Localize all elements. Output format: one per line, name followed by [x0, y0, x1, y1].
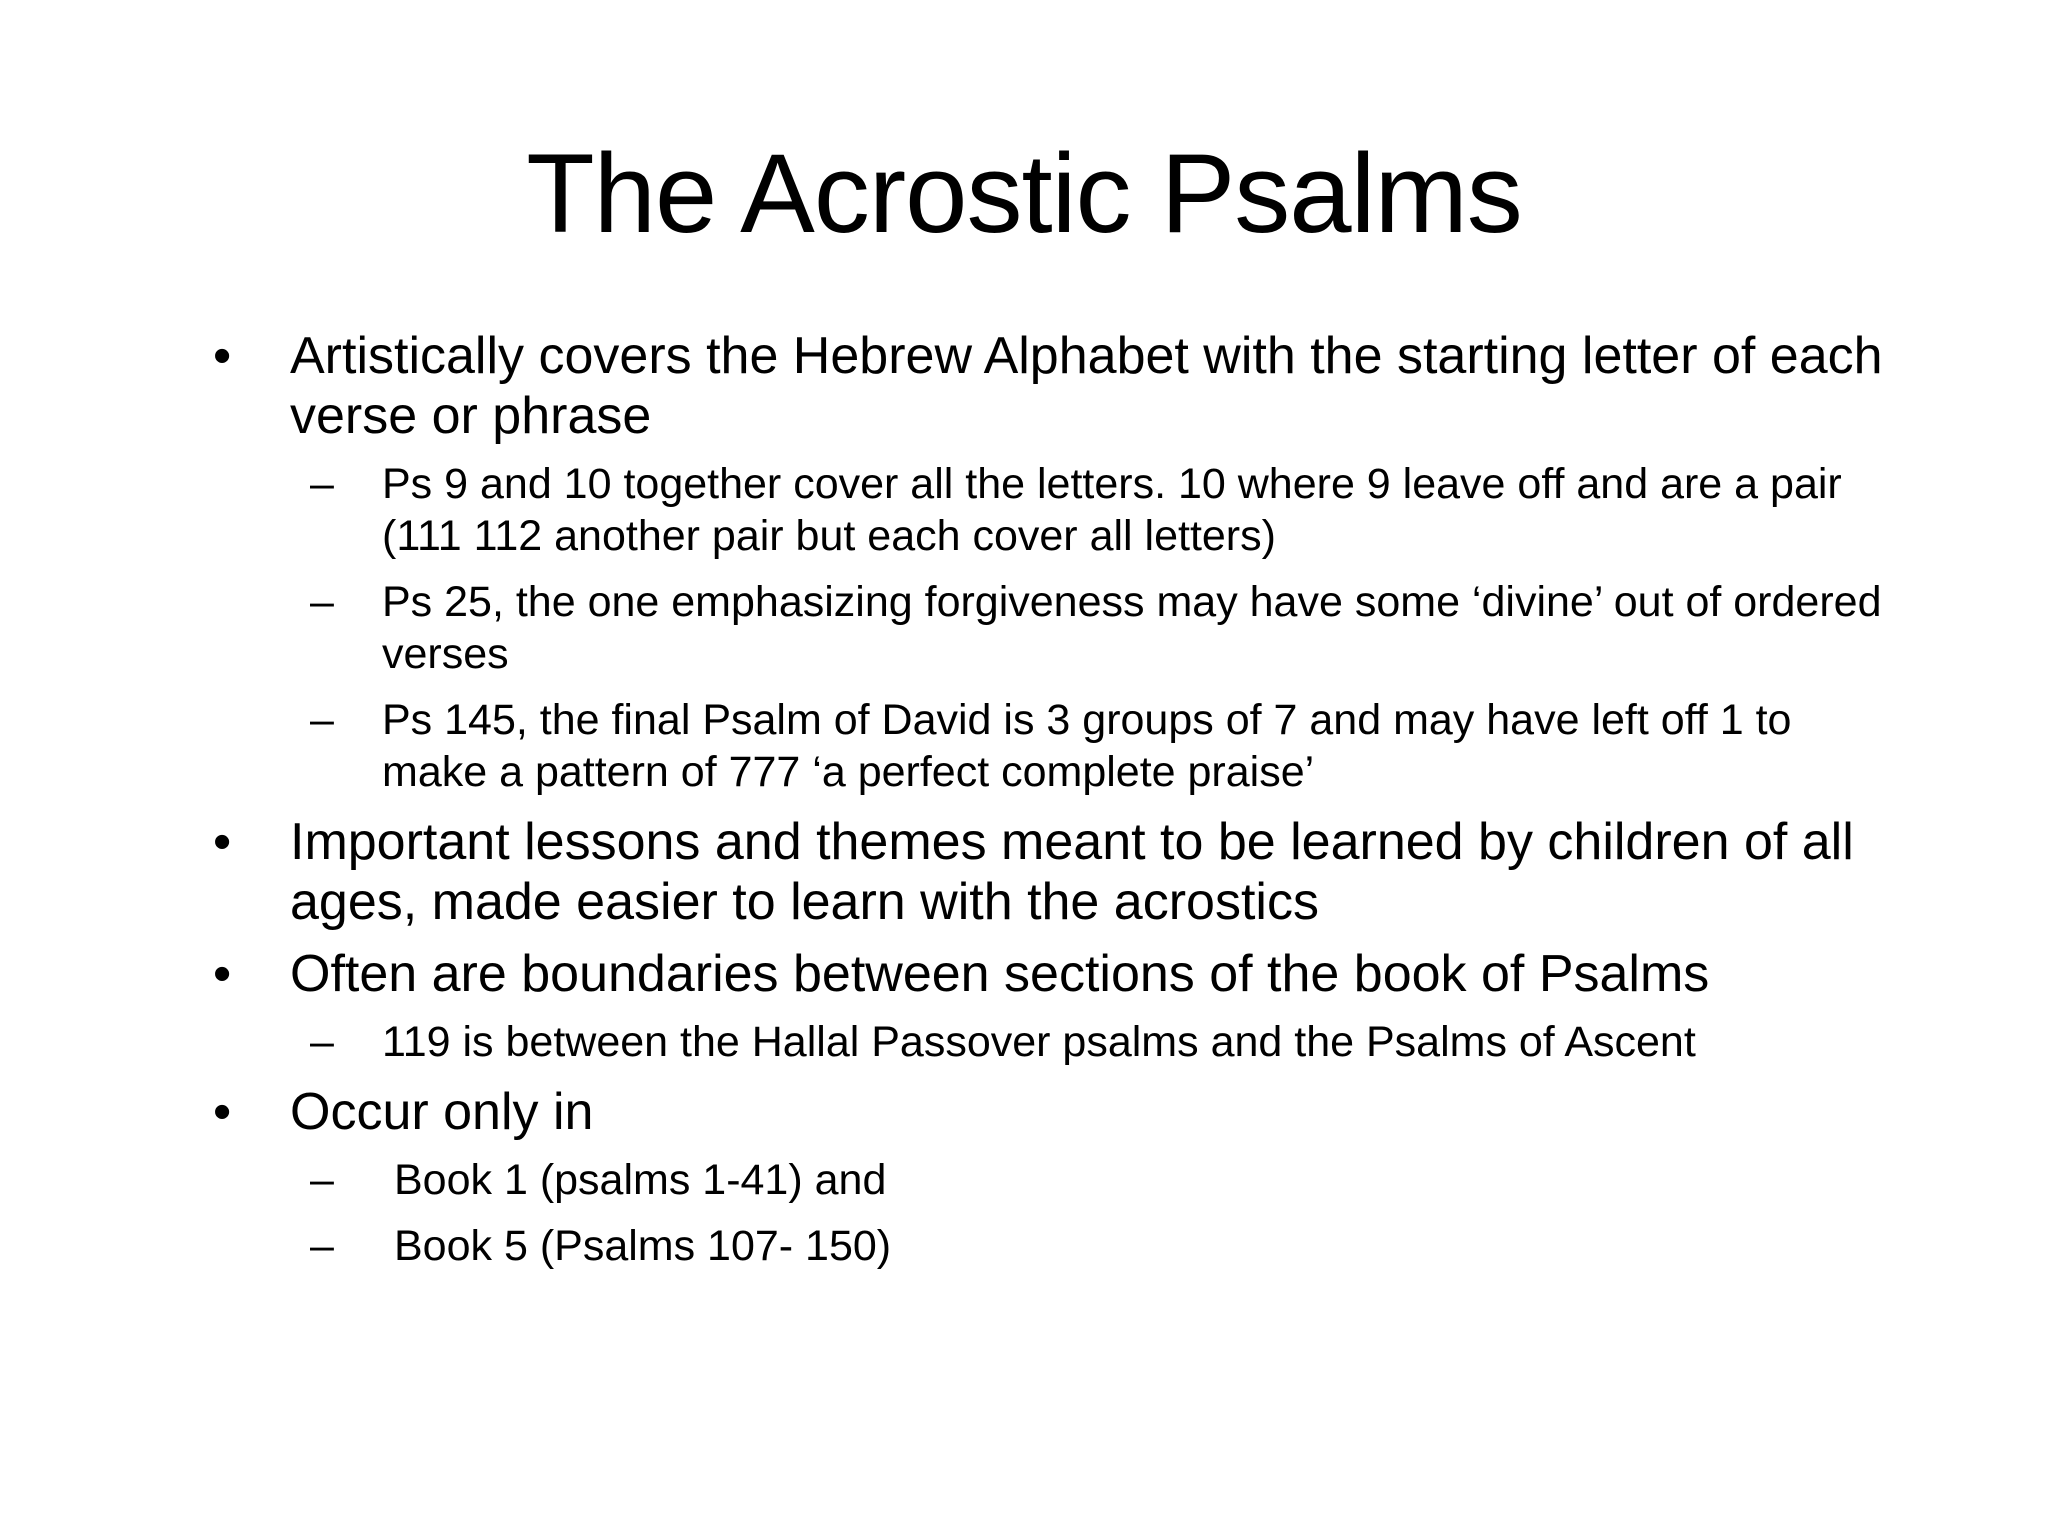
- dash-marker: –: [310, 1222, 334, 1270]
- bullet-text: Important lessons and themes meant to be learned by children of all ages, made easier to learn with the acrostics: [290, 813, 1854, 931]
- bullet-marker: •: [213, 813, 232, 871]
- sub-bullet-item: [205, 694, 1885, 798]
- sub-bullet-text: Book 1 (psalms 1-41) and: [394, 1156, 887, 1204]
- bullet-marker: •: [213, 327, 232, 385]
- sub-bullet-text: Ps 9 and 10 together cover all the letters. 10 where 9 leave off and are a pair (111 112 another pair but each cover all letters): [382, 460, 1842, 560]
- sub-bullet-text: Book 5 (Psalms 107- 150): [394, 1222, 892, 1270]
- slide-title: The Acrostic Psalms: [526, 131, 1522, 256]
- sub-bullet-item: [205, 458, 1885, 562]
- bullet-item: [205, 812, 1885, 932]
- bullet-text: Often are boundaries between sections of the book of Psalms: [290, 945, 1710, 1003]
- bullet-text: Occur only in: [290, 1083, 594, 1141]
- dash-marker: –: [310, 1156, 334, 1204]
- sub-bullet-text: Ps 145, the final Psalm of David is 3 groups of 7 and may have left off 1 to make a pattern of 777 ‘a perfect complete praise’: [382, 696, 1792, 796]
- bullet-item: [205, 326, 1885, 446]
- sub-bullet-text: Ps 25, the one emphasizing forgiveness may have some ‘divine’ out of ordered verses: [382, 578, 1882, 678]
- sub-bullet-item: [205, 576, 1885, 680]
- bullet-item: [205, 1082, 1885, 1142]
- dash-marker: –: [310, 696, 334, 744]
- slide-content: [205, 326, 1885, 1286]
- dash-marker: –: [310, 578, 334, 626]
- dash-marker: –: [310, 460, 334, 508]
- sub-bullet-item: [205, 1016, 1885, 1068]
- sub-bullet-item: [205, 1154, 1885, 1206]
- bullet-item: [205, 944, 1885, 1004]
- bullet-marker: •: [213, 1083, 232, 1141]
- sub-bullet-text: 119 is between the Hallal Passover psalms and the Psalms of Ascent: [382, 1018, 1696, 1066]
- bullet-marker: •: [213, 945, 232, 1003]
- dash-marker: –: [310, 1018, 334, 1066]
- sub-bullet-item: [205, 1220, 1885, 1272]
- bullet-text: Artistically covers the Hebrew Alphabet with the starting letter of each verse or phrase: [290, 327, 1883, 445]
